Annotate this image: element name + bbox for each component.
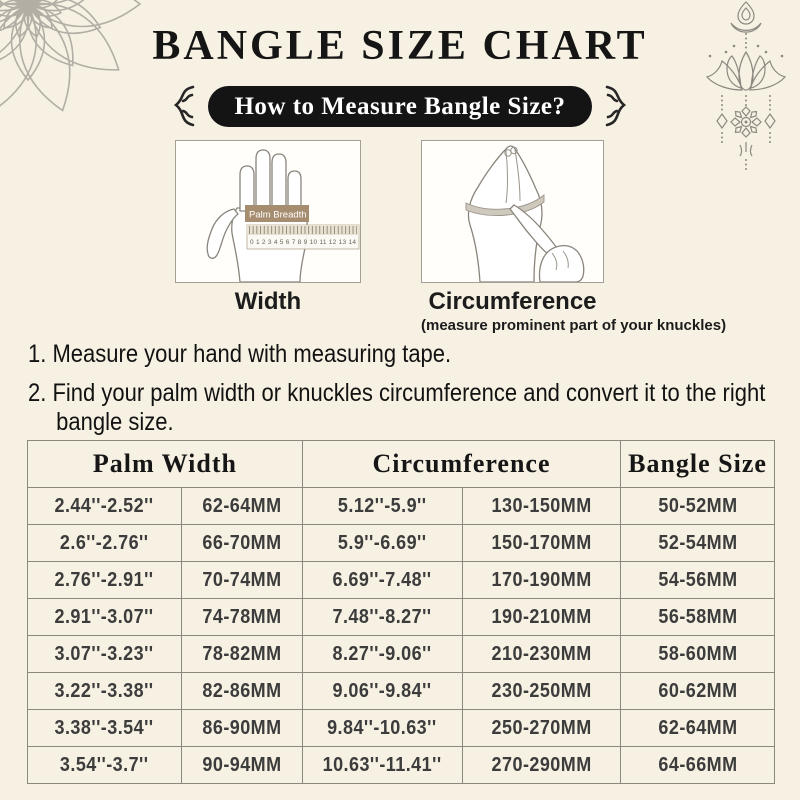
ruler-numbers: 0 1 2 3 4 5 6 7 8 9 10 11 12 13 14 [250, 239, 356, 246]
table-cell: 2.76''-2.91'' [28, 562, 182, 599]
circumference-caption: Circumference [428, 288, 597, 315]
table-cell: 74-78MM [181, 599, 302, 636]
table-cell: 52-54MM [621, 525, 775, 562]
table-cell: 64-66MM [621, 747, 775, 784]
table-cell: 210-230MM [462, 636, 620, 673]
table-cell: 66-70MM [181, 525, 302, 562]
table-cell: 62-64MM [181, 488, 302, 525]
instruction-text: Find your palm width or knuckles circumference and convert it to the right bangle size. [52, 378, 766, 436]
table-cell: 62-64MM [621, 710, 775, 747]
table-cell: 56-58MM [621, 599, 775, 636]
table-cell: 54-56MM [621, 562, 775, 599]
header-circumference: Circumference [302, 441, 620, 488]
flourish-right-icon [602, 84, 632, 128]
table-cell: 3.54''-3.7'' [28, 747, 182, 784]
instruction-number: 1. [28, 340, 47, 368]
table-row [28, 562, 775, 599]
ruler-icon [247, 225, 359, 249]
table-cell: 270-290MM [462, 747, 620, 784]
table-cell: 5.12''-5.9'' [302, 488, 462, 525]
table-cell: 250-270MM [462, 710, 620, 747]
how-to-measure-badge: How to Measure Bangle Size? [208, 86, 591, 127]
table-cell: 3.22''-3.38'' [28, 673, 182, 710]
table-cell: 3.38''-3.54'' [28, 710, 182, 747]
instruction-item-2 [28, 379, 767, 438]
instruction-text: Measure your hand with measuring tape. [52, 340, 452, 368]
width-illustration-box [175, 140, 361, 283]
table-cell: 86-90MM [181, 710, 302, 747]
flourish-left-icon [168, 84, 198, 128]
bangle-size-table [27, 440, 775, 784]
instructions-list [28, 340, 767, 447]
table-cell: 58-60MM [621, 636, 775, 673]
table-row [28, 747, 775, 784]
table-cell: 2.44''-2.52'' [28, 488, 182, 525]
width-figure [175, 140, 361, 314]
table-cell: 8.27''-9.06'' [302, 636, 462, 673]
header-bangle-size: Bangle Size [621, 441, 775, 488]
table-header-row [28, 441, 775, 488]
table-row [28, 673, 775, 710]
table-cell: 9.06''-9.84'' [302, 673, 462, 710]
hand-tape-illustration [422, 141, 603, 282]
table-row [28, 710, 775, 747]
circumference-note: (measure prominent part of your knuckles) [421, 317, 727, 334]
table-cell: 5.9''-6.69'' [302, 525, 462, 562]
table-cell: 78-82MM [181, 636, 302, 673]
table-row [28, 636, 775, 673]
table-cell: 6.69''-7.48'' [302, 562, 462, 599]
badge-row [0, 84, 800, 128]
table-cell: 190-210MM [462, 599, 620, 636]
table-cell: 170-190MM [462, 562, 620, 599]
size-table-body [28, 488, 775, 784]
table-cell: 90-94MM [181, 747, 302, 784]
circumference-illustration-box [421, 140, 604, 283]
table-cell: 2.6''-2.76'' [28, 525, 182, 562]
table-cell: 3.07''-3.23'' [28, 636, 182, 673]
header-palm-width: Palm Width [28, 441, 303, 488]
instruction-item-1 [28, 340, 767, 370]
table-cell: 60-62MM [621, 673, 775, 710]
table-cell: 50-52MM [621, 488, 775, 525]
table-row [28, 525, 775, 562]
table-cell: 82-86MM [181, 673, 302, 710]
table-cell: 150-170MM [462, 525, 620, 562]
table-cell: 70-74MM [181, 562, 302, 599]
svg-text:Palm Breadth: Palm Breadth [249, 209, 307, 221]
palm-breadth-label [245, 205, 309, 222]
table-cell: 7.48''-8.27'' [302, 599, 462, 636]
width-caption: Width [234, 288, 302, 315]
circumference-figure [421, 140, 727, 334]
table-cell: 2.91''-3.07'' [28, 599, 182, 636]
table-row [28, 488, 775, 525]
table-cell: 130-150MM [462, 488, 620, 525]
instruction-number: 2. [28, 378, 47, 407]
table-cell: 230-250MM [462, 673, 620, 710]
teardrop-icon [738, 2, 754, 24]
table-row [28, 599, 775, 636]
table-cell: 9.84''-10.63'' [302, 710, 462, 747]
hand-ruler-illustration [176, 141, 360, 282]
table-cell: 10.63''-11.41'' [302, 747, 462, 784]
page-title: BANGLE SIZE CHART [152, 23, 648, 69]
